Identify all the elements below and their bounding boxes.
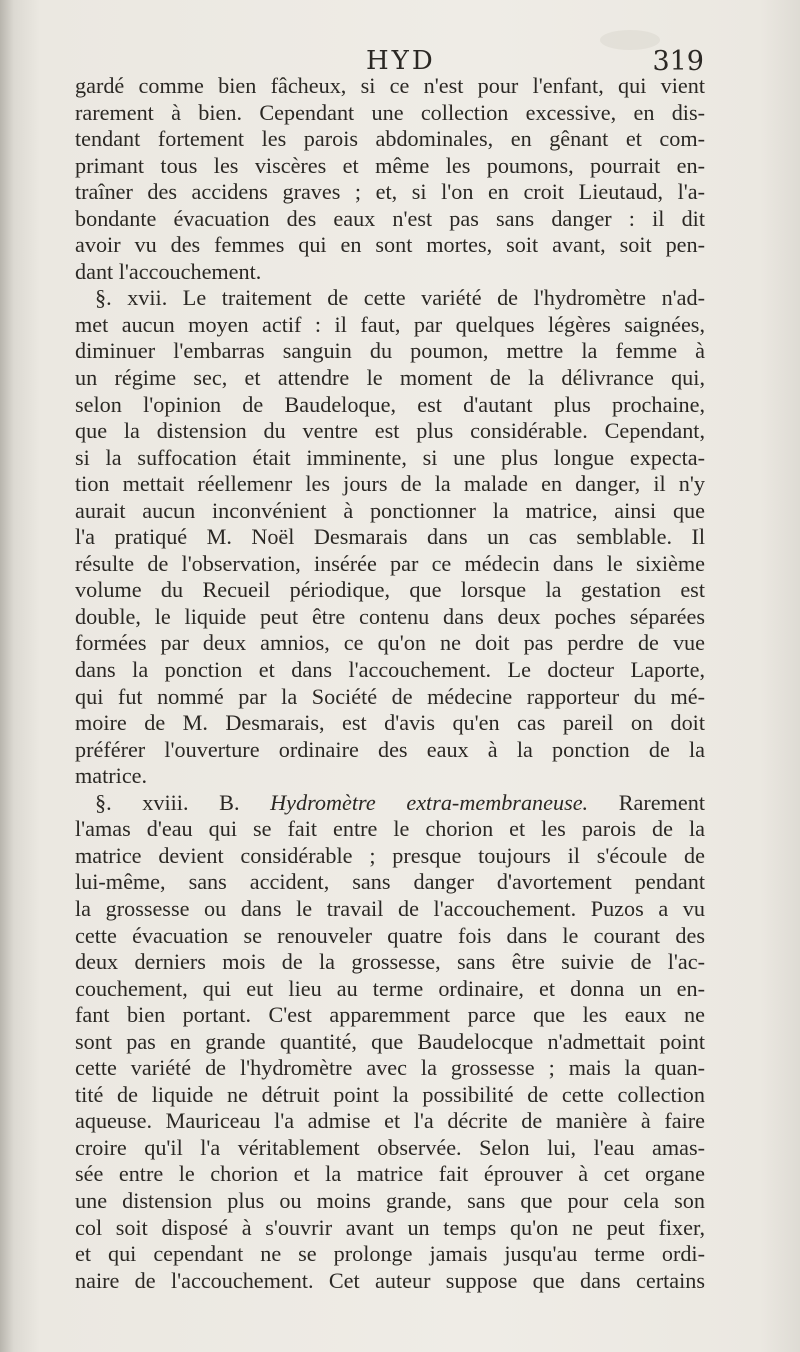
text-line-content: résulte de l'observation, insérée par ce médecin dans le sixième [75, 550, 705, 576]
text-line-content: si la suffocation était imminente, si une plus longue expecta- [75, 444, 705, 470]
text-line [75, 471, 705, 498]
text-line-content: diminuer l'embarras sanguin du poumon, mettre la femme à [75, 338, 705, 364]
text-line [75, 126, 705, 153]
text-line [75, 869, 705, 896]
text-line-content: que la distension du ventre est plus considérable. Cependant, [75, 418, 705, 444]
text-line [75, 551, 705, 578]
text-line-content: avoir vu des femmes qui en sont mortes, soit avant, soit pen- [75, 232, 705, 258]
text-line [75, 1215, 705, 1242]
text-line [75, 684, 705, 711]
text-line [75, 843, 705, 870]
text-line-content: rarement à bien. Cependant une collection excessive, en dis- [75, 99, 705, 125]
text-line [75, 657, 705, 684]
text-line-content: couchement, qui eut lieu au terme ordinaire, et donna un en- [75, 975, 705, 1001]
text-line [75, 577, 705, 604]
text-line [75, 259, 705, 286]
text-line [75, 896, 705, 923]
text-line [75, 73, 705, 100]
text-line-content: gardé comme bien fâcheux, si ce n'est pour l'enfant, qui vient [75, 73, 705, 98]
text-line-content: traîner des accidens graves ; et, si l'on en croit Lieutaud, l'a- [75, 179, 705, 205]
text-line [75, 949, 705, 976]
text-line-content: aurait aucun inconvénient à ponctionner la matrice, ainsi que [75, 497, 705, 523]
text-line-content: col soit disposé à s'ouvrir avant un temps qu'on ne peut fixer, [75, 1214, 705, 1240]
text-line-content: deux derniers mois de la grossesse, sans être suivie de l'ac- [75, 949, 705, 975]
text-line-content: sont pas en grande quantité, que Baudelocque n'admettait point [75, 1028, 705, 1054]
text-line [75, 1268, 705, 1295]
text-line-content: §. xvii. Le traitement de cette variété de l'hydromètre n'ad- [95, 285, 705, 311]
text-line-content: matrice devient considérable ; presque toujours il s'écoule de [75, 842, 705, 868]
text-line [75, 923, 705, 950]
text-line [75, 524, 705, 551]
text-line [75, 630, 705, 657]
text-line-content: bondante évacuation des eaux n'est pas sans danger : il dit [75, 205, 705, 231]
text-line [75, 763, 705, 790]
text-line [75, 604, 705, 631]
text-line [75, 1241, 705, 1268]
text-line-content: et qui cependant ne se prolonge jamais jusqu'au terme ordi- [75, 1241, 705, 1267]
text-line-content: croire qu'il l'a véritablement observée. Selon lui, l'eau amas- [75, 1134, 705, 1160]
text-line [75, 737, 705, 764]
text-line [75, 312, 705, 339]
text-line-content: met aucun moyen actif : il faut, par quelques légères saignées, [75, 311, 705, 337]
text-line-content: tendant fortement les parois abdominales, en gênant et com- [75, 126, 705, 152]
text-line-content: la grossesse ou dans le travail de l'accouchement. Puzos a vu [75, 895, 705, 921]
text-line [75, 710, 705, 737]
text-line [75, 445, 705, 472]
text-line [75, 1108, 705, 1135]
text-line-content: dant l'accouchement. [75, 258, 262, 284]
text-line-content: double, le liquide peut être contenu dans deux poches séparées [75, 603, 705, 629]
text-line [75, 816, 705, 843]
text-line-content: l'amas d'eau qui se fait entre le chorion et les parois de la [75, 816, 705, 842]
text-line-content: cette variété de l'hydromètre avec la grossesse ; mais la quan- [75, 1055, 705, 1081]
text-line [75, 976, 705, 1003]
text-line [75, 179, 705, 206]
text-line [75, 1002, 705, 1029]
text-line-content: moire de M. Desmarais, est d'avis qu'en cas pareil on doit [75, 710, 705, 736]
text-line-content: qui fut nommé par la Société de médecine rapporteur du mé- [75, 683, 705, 709]
text-line-content: matrice. [75, 763, 148, 789]
text-line-content: aqueuse. Mauriceau l'a admise et l'a décrite de manière à faire [75, 1108, 705, 1134]
section-title: Hydromètre extra-membraneuse. [270, 789, 589, 815]
text-line [75, 1135, 705, 1162]
text-line [75, 1161, 705, 1188]
text-line-content: cette évacuation se renouveler quatre fois dans le courant des [75, 922, 705, 948]
text-line [75, 100, 705, 127]
text-line [75, 338, 705, 365]
text-line-content: l'a pratiqué M. Noël Desmarais dans un cas semblable. Il [75, 524, 705, 550]
text-line [75, 365, 705, 392]
text-line-content: primant tous les viscères et même les poumons, pourrait en- [75, 152, 705, 178]
text-line [75, 285, 705, 312]
text-line-content: préférer l'ouverture ordinaire des eaux à la ponction de la [75, 736, 705, 762]
text-line-continuation: Rarement [588, 789, 705, 815]
text-line [75, 153, 705, 180]
text-line [75, 1188, 705, 1215]
text-line-content: volume du Recueil périodique, que lorsque la gestation est [75, 577, 705, 603]
text-line-content: §. xviii. B. [95, 789, 271, 815]
page-number: 319 [652, 46, 704, 77]
text-line [75, 392, 705, 419]
text-line [75, 1055, 705, 1082]
text-line-content: sée entre le chorion et la matrice fait éprouver à cet organe [75, 1161, 705, 1187]
text-line [75, 790, 705, 817]
text-line-content: fant bien portant. C'est apparemment parce que les eaux ne [75, 1002, 705, 1028]
text-line [75, 418, 705, 445]
text-line [75, 1029, 705, 1056]
running-head: HYD [366, 46, 436, 76]
text-line-content: dans la ponction et dans l'accouchement. Le docteur Laporte, [75, 657, 705, 683]
text-line [75, 1082, 705, 1109]
text-line-content: naire de l'accouchement. Cet auteur suppose que dans certains [75, 1267, 705, 1293]
text-line [75, 232, 705, 259]
text-line-content: tion mettait réellemenr les jours de la malade en danger, il n'y [75, 471, 705, 497]
text-line-content: un régime sec, et attendre le moment de la délivrance qui, [75, 365, 705, 391]
text-line-content: lui-même, sans accident, sans danger d'avortement pendant [75, 869, 705, 895]
text-line-content: selon l'opinion de Baudeloque, est d'autant plus prochaine, [75, 391, 705, 417]
text-line-content: tité de liquide ne détruit point la possibilité de cette collection [75, 1081, 705, 1107]
text-line-content: une distension plus ou moins grande, sans que pour cela son [75, 1187, 705, 1213]
text-line [75, 206, 705, 233]
text-line-content: formées par deux amnios, ce qu'on ne doit pas perdre de vue [75, 630, 705, 656]
text-line [75, 498, 705, 525]
body-text [75, 73, 705, 1294]
